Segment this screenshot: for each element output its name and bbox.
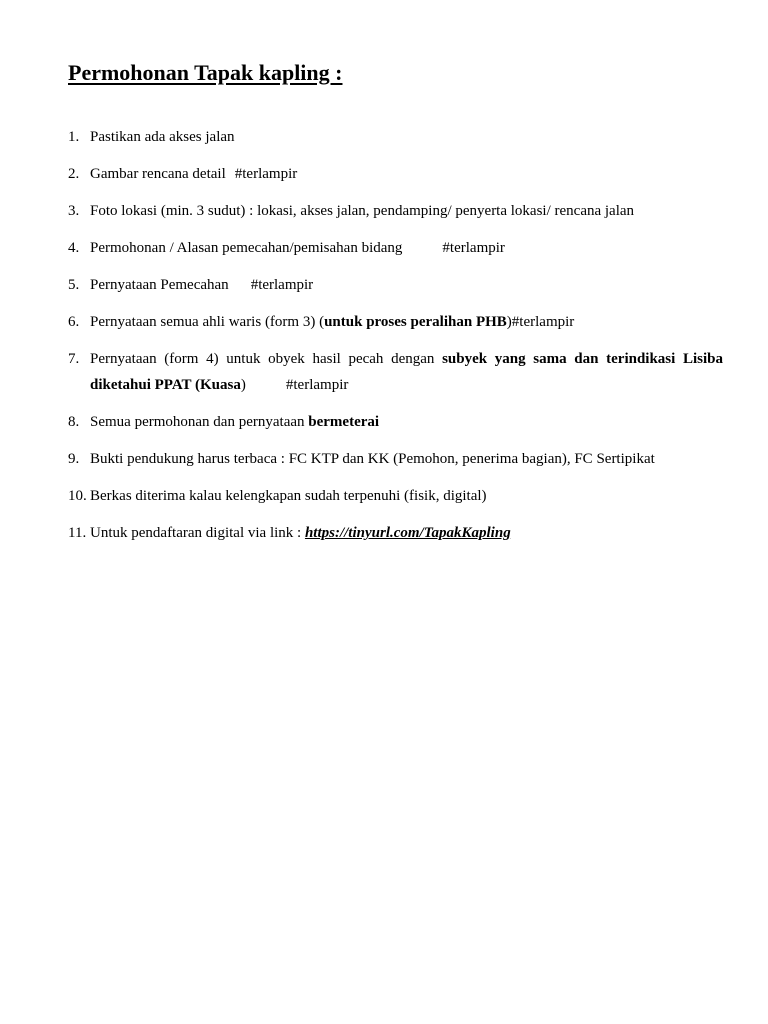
requirements-list (68, 124, 723, 557)
list-item-body (90, 346, 723, 398)
document-title: Permohonan Tapak kapling : (68, 60, 343, 85)
list-item-body (90, 161, 723, 187)
list-item-text: Berkas diterima kalau kelengkapan sudah terpenuhi (fisik, digital) (90, 488, 487, 504)
list-item-body (90, 124, 723, 150)
list-item-number: 2. (68, 166, 80, 182)
list-item-text: Gambar rencana detail (90, 166, 226, 182)
list-item-bold-text: untuk proses peralihan PHB (324, 314, 507, 330)
list-item-text: Pernyataan (form 4) untuk obyek hasil pecah dengan (90, 351, 435, 367)
list-item (68, 346, 723, 398)
list-item-text-after: ) (506, 314, 512, 330)
list-item-text: Untuk pendaftaran digital via link : (90, 525, 302, 541)
list-item-text: Semua permohonan dan pernyataan (90, 414, 305, 430)
list-item-text: Pastikan ada akses jalan (90, 129, 235, 145)
list-item (68, 235, 723, 261)
list-item (68, 520, 723, 546)
list-item-body (90, 198, 723, 224)
list-item-text: Pernyataan semua ahli waris (form 3) ( (90, 314, 325, 330)
list-item-body (90, 309, 723, 335)
attachment-tag: #terlampir (234, 166, 298, 182)
list-item-number: 3. (68, 203, 80, 219)
list-item-body (90, 483, 723, 509)
list-item-number: 9. (68, 451, 80, 467)
list-item-body (90, 520, 723, 546)
list-item (68, 309, 723, 335)
list-item (68, 446, 723, 472)
list-item-text: Bukti pendukung harus terbaca : FC KTP dan KK (Pemohon, penerima bagian), FC Sertipikat (90, 451, 655, 467)
list-item (68, 483, 723, 509)
list-item-number: 6. (68, 314, 80, 330)
attachment-tag: #terlampir (511, 314, 575, 330)
attachment-tag: #terlampir (285, 377, 349, 393)
list-item-number: 4. (68, 240, 80, 256)
list-item-text: Pernyataan Pemecahan (90, 277, 229, 293)
registration-link[interactable]: https://tinyurl.com/TapakKapling (304, 525, 511, 541)
list-item-body (90, 446, 723, 472)
list-item (68, 409, 723, 435)
list-item-number: 7. (68, 351, 80, 367)
list-item (68, 272, 723, 298)
list-item-text: Permohonan / Alasan pemecahan/pemisahan bidang (90, 240, 403, 256)
list-item (68, 198, 723, 224)
list-item (68, 161, 723, 187)
list-item-number: 5. (68, 277, 80, 293)
list-item-bold-text: subyek yang sama dan terindikasi Lisiba diketahui PPAT (Kuasa (90, 351, 723, 393)
list-item-body (90, 235, 723, 261)
attachment-tag: #terlampir (250, 277, 314, 293)
list-item-number: 11. (68, 525, 87, 541)
list-item-body (90, 272, 723, 298)
list-item (68, 124, 723, 150)
list-item-number: 8. (68, 414, 80, 430)
list-item-number: 1. (68, 129, 80, 145)
list-item-text: Foto lokasi (min. 3 sudut) : lokasi, akses jalan, pendamping/ penyerta lokasi/ rencana jalan (90, 203, 635, 219)
list-item-text-after: ) (240, 377, 246, 393)
list-item-number: 10. (68, 488, 87, 504)
list-item-bold-text: bermeterai (308, 414, 380, 430)
list-item-body (90, 409, 723, 435)
attachment-tag: #terlampir (442, 240, 505, 256)
